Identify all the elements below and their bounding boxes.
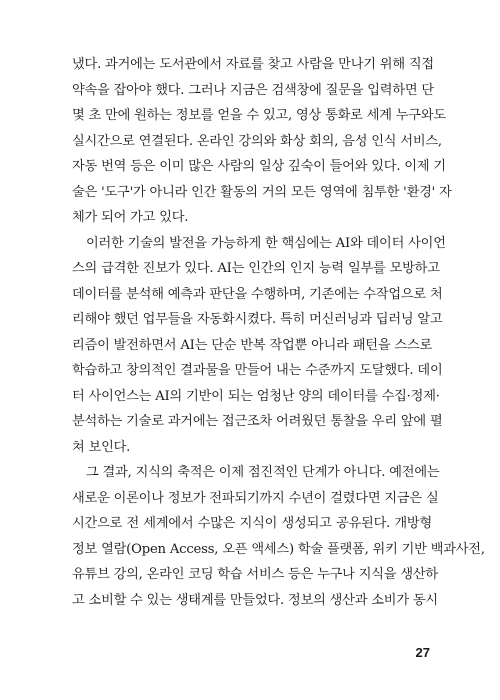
text-line: 자동 번역 등은 이미 많은 사람의 일상 깊숙이 들어와 있다. 이제 기 bbox=[72, 159, 446, 174]
body-text bbox=[72, 52, 485, 613]
text-line: 약속을 잡아야 했다. 그러나 지금은 검색창에 질문을 입력하면 단 bbox=[72, 82, 434, 98]
text-line: 터 사이언스는 AI의 기반이 되는 엄청난 양의 데이터를 수집·정제· bbox=[72, 388, 440, 404]
text-line: 정보 열람(Open Access, 오픈 액세스) 학술 플랫폼, 위키 기반 백과사전, bbox=[72, 541, 485, 557]
text-line: 체가 되어 가고 있다. bbox=[72, 210, 189, 225]
paragraph-3 bbox=[72, 460, 485, 613]
text-line: 스의 급격한 진보가 있다. AI는 인간의 인지 능력 일부를 모방하고 bbox=[72, 261, 440, 276]
page-number: 27 bbox=[415, 645, 430, 660]
text-line: 유튜브 강의, 온라인 코딩 학습 서비스 등은 누구나 지식을 생산하 bbox=[72, 567, 438, 582]
text-line: 냈다. 과거에는 도서관에서 자료를 찾고 사람을 만나기 위해 직접 bbox=[72, 57, 434, 72]
text-line: 데이터를 분석해 예측과 판단을 수행하며, 기존에는 수작업으로 처 bbox=[72, 286, 443, 302]
text-line: 몇 초 만에 원하는 정보를 얻을 수 있고, 영상 통화로 세계 누구와도 bbox=[72, 108, 446, 123]
text-line: 분석하는 기술로 과거에는 접근조차 어려웠던 통찰을 우리 앞에 펼 bbox=[72, 414, 443, 429]
text-line: 이러한 기술의 발전을 가능하게 한 핵심에는 AI와 데이터 사이언 bbox=[86, 235, 446, 251]
text-line: 학습하고 창의적인 결과물을 만들어 내는 수준까지 도달했다. 데이 bbox=[72, 363, 443, 378]
text-line: 리즘이 발전하면서 AI는 단순 반복 작업뿐 아니라 패턴을 스스로 bbox=[72, 337, 432, 353]
paragraph-1 bbox=[72, 52, 452, 231]
text-line: 새로운 이론이나 정보가 전파되기까지 수년이 걸렸다면 지금은 실 bbox=[72, 490, 439, 506]
text-line: 고 소비할 수 있는 생태계를 만들었다. 정보의 생산과 소비가 동시 bbox=[72, 592, 438, 608]
paragraph-2 bbox=[72, 231, 446, 461]
text-line: 시간으로 전 세계에서 수많은 지식이 생성되고 공유된다. 개방형 bbox=[72, 516, 432, 531]
text-line: 실시간으로 연결된다. 온라인 강의와 화상 회의, 음성 인식 서비스, bbox=[72, 133, 442, 149]
text-line: 그 결과, 지식의 축적은 이제 점진적인 단계가 아니다. 예전에는 bbox=[86, 465, 440, 480]
text-line: 리해야 했던 업무들을 자동화시켰다. 특히 머신러닝과 딥러닝 알고 bbox=[72, 312, 443, 327]
text-line: 술은 '도구'가 아니라 인간 활동의 거의 모든 영역에 침투한 '환경' 자 bbox=[72, 184, 452, 200]
text-line: 쳐 보인다. bbox=[72, 439, 131, 455]
